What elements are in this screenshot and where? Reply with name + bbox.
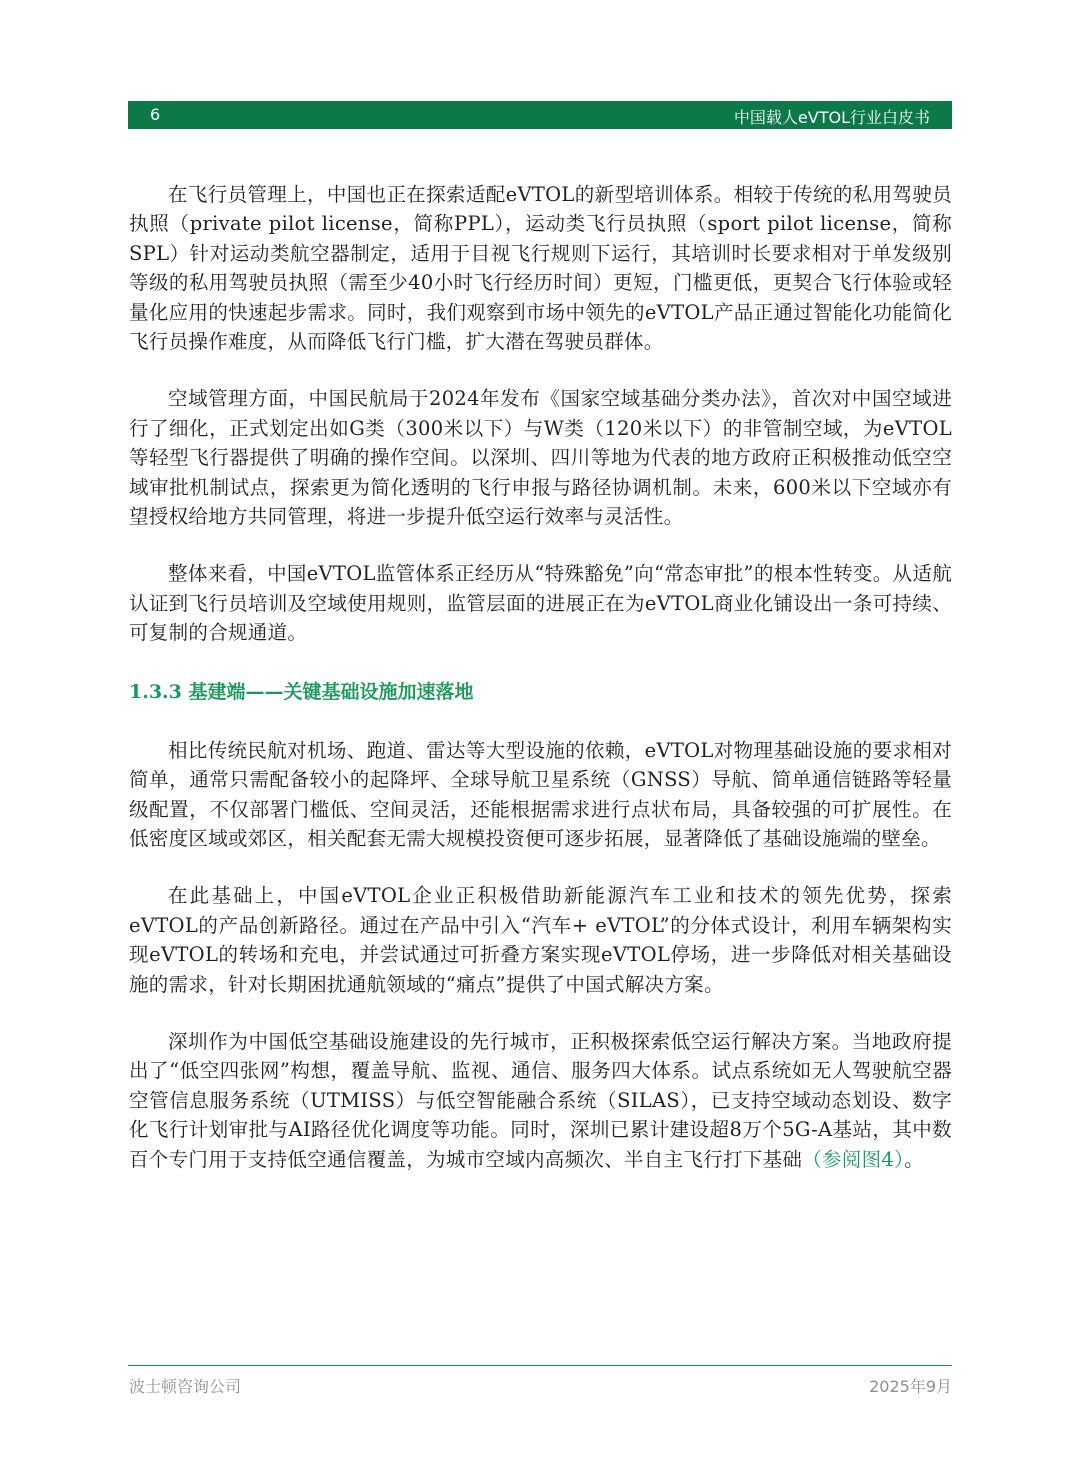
paragraph-shenzhen-text: 深圳作为中国低空基础设施建设的先行城市，正积极探索低空运行解决方案。当地政府提出了“低空四张网”构想，覆盖导航、监视、通信、服务四大体系。试点系统如无人驾驶航空器空管信息服务系统（UTMISS）与低空智能融合系统（SILAS），已支持空域动态划设、数字化飞行计划审批与AI路径优化调度等功能。同时，深圳已累计建设超8万个5G-A基站，其中数百个专门用于支持低空通信覆盖，为城市空域内高频次、半自主飞行打下基础 xyxy=(129,1029,952,1171)
paragraph-regulatory-overview: 整体来看，中国eVTOL监管体系正经历从“特殊豁免”向“常态审批”的根本性转变。从适航认证到飞行员培训及空域使用规则，监管层面的进展正在为eVTOL商业化铺设出一条可持续、可复制的合规通道。 xyxy=(129,562,952,645)
footer-date: 2025年9月 xyxy=(869,1377,952,1396)
paragraph-shenzhen xyxy=(129,1027,952,1174)
paragraph-pilot-management: 在飞行员管理上，中国也正在探索适配eVTOL的新型培训体系。相较于传统的私用驾驶员执照（private pilot license，简称PPL），运动类飞行员执照（sport pilot license，简称SPL）针对运动类航空器制定，适用于目视飞行规则下运行，其培训时长要求相对于单发级别等级的私用驾驶员执照（需至少40小时飞行经历时间）更短，门槛更低，更契合飞行体验或轻量化应用的快速起步需求。同时，我们观察到市场中领先的eVTOL产品正通过智能化功能简化飞行员操作难度，从而降低飞行门槛，扩大潜在驾驶员群体。 xyxy=(129,183,952,354)
paragraph-shenzhen-end: 。 xyxy=(904,1147,924,1171)
paragraph-ev-integration: 在此基础上，中国eVTOL企业正积极借助新能源汽车工业和技术的领先优势，探索eVTOL的产品创新路径。通过在产品中引入“汽车+ eVTOL”的分体式设计，利用车辆架构实现eVTOL的转场和充电，并尝试通过可折叠方案实现eVTOL停场，进一步降低对相关基础设施的需求，针对长期困扰通航领域的“痛点”提供了中国式解决方案。 xyxy=(129,884,952,996)
page-number: 6 xyxy=(150,105,161,124)
document-title: 中国载人eVTOL行业白皮书 xyxy=(733,108,930,127)
footer-divider xyxy=(128,1365,952,1366)
page-body xyxy=(129,180,952,1174)
figure-reference-link[interactable]: （参阅图4） xyxy=(802,1147,905,1171)
paragraph-infrastructure-needs: 相比传统民航对机场、跑道、雷达等大型设施的依赖，eVTOL对物理基础设施的要求相对简单，通常只需配备较小的起降坪、全球导航卫星系统（GNSS）导航、简单通信链路等轻量级配置，不仅部署门槛低、空间灵活，还能根据需求进行点状布局，具备较强的可扩展性。在低密度区域或郊区，相关配套无需大规模投资便可逐步拓展，显著降低了基础设施端的壁垒。 xyxy=(129,738,952,850)
paragraph-airspace-management: 空域管理方面，中国民航局于2024年发布《国家空域基础分类办法》，首次对中国空域进行了细化，正式划定出如G类（300米以下）与W类（120米以下）的非管制空域，为eVTOL等轻型飞行器提供了明确的操作空间。以深圳、四川等地为代表的地方政府正积极推动低空空域审批机制试点，探索更为简化透明的飞行申报与路径协调机制。未来，600米以下空域亦有望授权给地方共同管理，将进一步提升低空运行效率与灵活性。 xyxy=(129,387,952,529)
footer-publisher: 波士顿咨询公司 xyxy=(129,1377,242,1396)
section-heading: 1.3.3 基建端——关键基础设施加速落地 xyxy=(129,680,474,703)
header-bar xyxy=(128,101,952,129)
